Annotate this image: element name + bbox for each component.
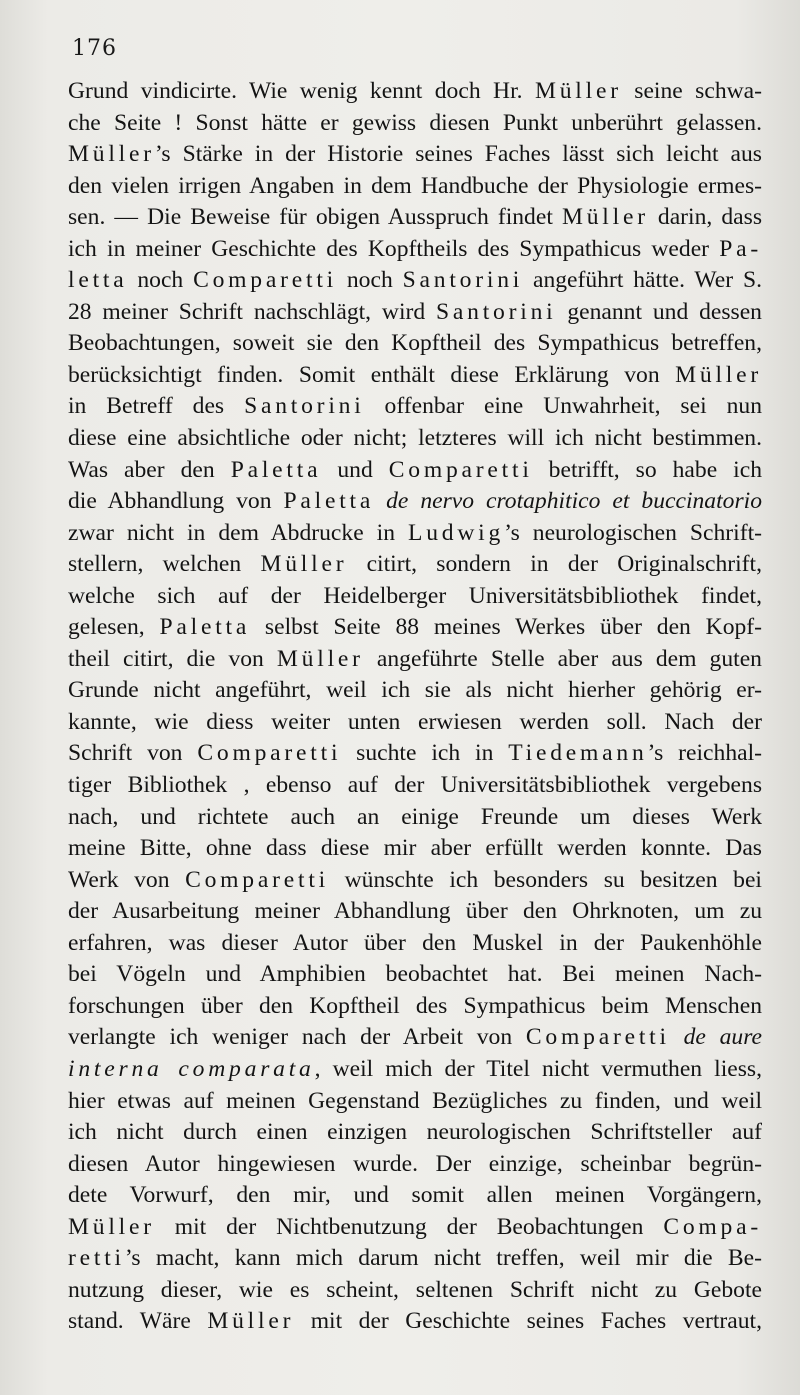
emphasized-text: Pa-	[719, 235, 762, 262]
text-run: die Abhandlung von	[68, 488, 284, 515]
text-run: Schrift von	[68, 740, 198, 767]
emphasized-text: Müller	[68, 1213, 155, 1240]
text-run: zwar nicht in dem Abdrucke in	[68, 519, 408, 546]
text-line	[68, 1054, 762, 1086]
text-line	[68, 518, 762, 550]
text-line	[68, 391, 762, 423]
page-number: 176	[72, 36, 117, 61]
text-line	[68, 1022, 762, 1054]
emphasized-text: Santorini	[244, 393, 365, 420]
emphasized-text: Ludwig	[408, 519, 505, 546]
text-line	[68, 265, 762, 297]
text-run: Grund vindicirte. Wie wenig kennt doch Hr.	[68, 78, 535, 104]
text-run: kannte, wie diess weiter unten erwiesen werden soll. Nach der	[68, 708, 762, 735]
emphasized-text: Paletta	[159, 614, 251, 641]
text-run: nutzung dieser, wie es scheint, seltenen Schrift nicht zu Gebote	[68, 1276, 762, 1303]
emphasized-text: letta	[68, 267, 128, 294]
text-run: berücksichtigt finden. Somit enthält diese Erklärung von	[68, 361, 676, 388]
text-line	[68, 1149, 762, 1181]
text-line	[68, 896, 762, 928]
text-run: erfahren, was dieser Autor über den Muskel in der Paukenhöhle	[68, 929, 762, 956]
text-run: 28 meiner Schrift nachschlägt, wird	[68, 298, 436, 325]
emphasized-text: Comparetti	[193, 267, 338, 294]
text-line	[68, 1306, 762, 1338]
emphasized-text: Müller	[276, 645, 364, 672]
text-line	[68, 455, 762, 487]
text-line	[68, 1275, 762, 1307]
text-line	[68, 707, 762, 739]
text-run: noch	[337, 267, 403, 294]
emphasized-text: Comparetti	[185, 866, 330, 893]
text-run: che Seite ! Sonst hätte er gewiss diesen Punkt unberührt gelassen.	[68, 109, 762, 136]
emphasized-text: Comparetti	[388, 456, 533, 483]
text-line	[68, 738, 762, 770]
text-run: ’s reichhal-	[647, 740, 762, 767]
text-run: den vielen irrigen Angaben in dem Handbuche der Physiologie ermes-	[68, 172, 762, 199]
text-line	[68, 108, 762, 140]
text-run: stand. Wäre	[68, 1308, 208, 1335]
text-run: ’s Stärke in der Historie seines Faches lässt sich leicht aus	[154, 141, 762, 168]
text-line	[68, 865, 762, 897]
text-run: Beobachtungen, soweit sie den Kopftheil des Sympathicus betreffen,	[68, 330, 762, 357]
emphasized-text: de nervo crotaphitico et buccinatorio	[386, 488, 762, 515]
text-line	[68, 928, 762, 960]
text-run	[670, 1024, 684, 1050]
emphasized-text: Müller	[260, 551, 348, 578]
text-run: , weil mich der Titel nicht vermuthen liess,	[314, 1055, 762, 1082]
text-line	[68, 770, 762, 802]
text-run: seine schwa-	[621, 78, 762, 104]
text-line	[68, 1212, 762, 1244]
text-line	[68, 802, 762, 834]
text-line	[68, 328, 762, 360]
text-run: und	[321, 456, 389, 483]
text-run: ich in meiner Geschichte des Kopftheils des Sympathicus weder	[68, 235, 720, 262]
emphasized-text: Santorini	[436, 298, 557, 325]
text-run	[374, 488, 386, 514]
text-run: nach, und richtete auch an einige Freunde um dieses Werk	[68, 803, 762, 830]
text-run: diese eine absichtliche oder nicht; letzteres will ich nicht bestimmen.	[68, 425, 762, 452]
text-run: wünschte ich besonders su besitzen bei	[329, 866, 762, 893]
text-run: betrifft, so habe ich	[532, 456, 762, 483]
text-run: genannt und dessen	[556, 298, 762, 325]
emphasized-text: Comparetti	[197, 740, 342, 767]
emphasized-text: de aure	[683, 1024, 762, 1051]
text-line	[68, 1243, 762, 1275]
text-run: der Ausarbeitung meiner Abhandlung über den Ohrknoten, um zu	[68, 898, 762, 925]
emphasized-text: Santorini	[402, 267, 524, 294]
text-line	[68, 581, 762, 613]
emphasized-text: retti	[68, 1245, 125, 1272]
text-line	[68, 297, 762, 329]
emphasized-text: Paletta	[230, 456, 322, 483]
text-line	[68, 139, 762, 171]
emphasized-text: Müller	[675, 361, 762, 388]
text-line	[68, 549, 762, 581]
text-run: hier etwas auf meinen Gegenstand Bezügliches zu finden, und weil	[68, 1087, 762, 1114]
text-run: meine Bitte, ohne dass diese mir aber erfüllt werden konnte. Das	[68, 835, 762, 862]
text-run: gelesen,	[68, 614, 160, 641]
emphasized-text: interna comparata	[68, 1055, 315, 1082]
text-run: Werk von	[68, 866, 186, 893]
text-run: mit der Nichtbenutzung der Beobachtungen	[154, 1213, 664, 1240]
text-line	[68, 360, 762, 392]
text-line	[68, 171, 762, 203]
text-line	[68, 423, 762, 455]
text-run: in Betreff des	[68, 393, 245, 420]
text-run: ich nicht durch einen einzigen neurologischen Schriftsteller auf	[68, 1119, 762, 1146]
text-run: dete Vorwurf, den mir, und somit allen meinen Vorgängern,	[68, 1182, 762, 1209]
text-run: stellern, welchen	[68, 551, 261, 578]
text-run: noch	[127, 267, 194, 294]
text-run: ’s macht, kann mich darum nicht treffen, weil mir die Be-	[124, 1245, 762, 1272]
text-run: verlangte ich weniger nach der Arbeit von	[68, 1024, 526, 1051]
text-run: Was aber den	[68, 456, 231, 483]
emphasized-text: Müller	[207, 1308, 295, 1335]
text-run: diesen Autor hingewiesen wurde. Der einzige, scheinbar begrün-	[68, 1150, 762, 1177]
text-line	[68, 76, 762, 108]
text-run: theil citirt, die von	[68, 645, 277, 672]
text-run: ’s neurologischen Schrift-	[504, 519, 762, 546]
text-line	[68, 1180, 762, 1212]
emphasized-text: Comparetti	[525, 1024, 670, 1051]
text-run: welche sich auf der Heidelberger Universitätsbibliothek findet,	[68, 582, 762, 609]
emphasized-text: Müller	[68, 141, 155, 168]
text-run: selbst Seite 88 meines Werkes über den Kopf-	[250, 614, 762, 641]
text-run: suchte ich in	[341, 740, 509, 767]
text-run: mit der Geschichte seines Faches vertraut,	[294, 1308, 762, 1335]
text-line	[68, 1117, 762, 1149]
body-text	[68, 76, 762, 1338]
text-run: sen. — Die Beweise für obigen Ausspruch findet	[68, 204, 562, 231]
text-run: forschungen über den Kopftheil des Sympathicus beim Menschen	[68, 992, 762, 1019]
text-line	[68, 959, 762, 991]
text-line	[68, 991, 762, 1023]
text-run: tiger Bibliothek , ebenso auf der Universitätsbibliothek vergebens	[68, 772, 762, 799]
text-run: Grunde nicht angeführt, weil ich sie als nicht hierher gehörig er-	[68, 677, 762, 704]
emphasized-text: Müller	[561, 204, 649, 231]
text-run: offenbar eine Unwahrheit, sei nun	[364, 393, 762, 420]
text-line	[68, 486, 762, 518]
text-line	[68, 675, 762, 707]
text-line	[68, 833, 762, 865]
emphasized-text: Compa-	[663, 1213, 762, 1240]
emphasized-text: Tiedemann	[508, 740, 648, 767]
text-line	[68, 202, 762, 234]
emphasized-text: Paletta	[283, 488, 375, 515]
text-run: bei Vögeln und Amphibien beobachtet hat. Bei meinen Nach-	[68, 961, 762, 988]
text-line	[68, 612, 762, 644]
emphasized-text: Müller	[534, 78, 622, 104]
text-run: angeführte Stelle aber aus dem guten	[363, 645, 762, 672]
text-run: citirt, sondern in der Originalschrift,	[347, 551, 762, 578]
text-line	[68, 644, 762, 676]
text-run: darin, dass	[648, 204, 762, 231]
text-line	[68, 1086, 762, 1118]
text-run: angeführt hätte. Wer S.	[523, 267, 762, 294]
text-line	[68, 234, 762, 266]
